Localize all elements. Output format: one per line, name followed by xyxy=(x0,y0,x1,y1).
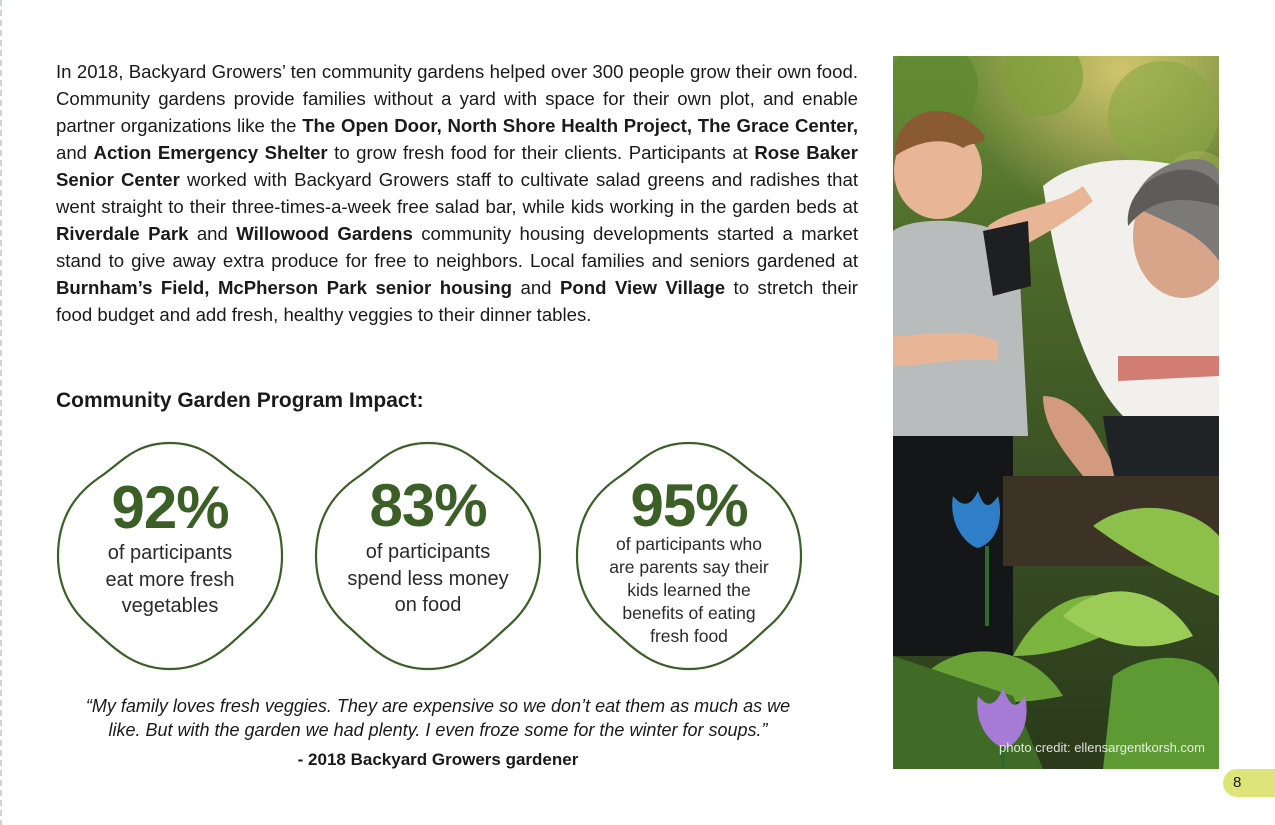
garden-photo xyxy=(893,56,1219,769)
stat-badge-eat-more-vegetables xyxy=(55,440,285,672)
impact-heading: Community Garden Program Impact: xyxy=(56,389,424,412)
stat-description xyxy=(592,533,786,648)
stat-line: vegetables xyxy=(121,595,219,617)
body-text: to stretch their food budget and add fresh, healthy veggies to their dinner tables. xyxy=(56,277,858,325)
site-names: Burnham’s Field, McPherson Park senior housing xyxy=(56,277,513,298)
stat-line: spend less money xyxy=(347,567,509,590)
stat-badge-kids-learned xyxy=(574,440,804,672)
testimonial-quote xyxy=(56,694,820,742)
stat-line: fresh food xyxy=(650,626,728,646)
quote-line: “My family loves fresh veggies. They are expensive so we don’t eat them as much as we xyxy=(85,696,791,716)
stat-value: 83% xyxy=(369,472,487,539)
stat-line: of participants xyxy=(365,541,491,563)
body-text: worked with Backyard Growers staff to cultivate salad greens and radishes that went straight to their three-times-a-week free salad bar, while kids working in the garden beds at xyxy=(56,169,858,217)
partner-names: The Open Door, North Shore Health Project, The Grace Center, xyxy=(302,115,858,136)
quote-attribution: - 2018 Backyard Growers gardener xyxy=(297,750,579,769)
body-paragraph xyxy=(56,58,858,328)
garden-photo-image xyxy=(893,56,1219,769)
site-name: Pond View Village xyxy=(560,277,726,298)
stat-line: are parents say their xyxy=(609,557,769,577)
site-name: Riverdale Park xyxy=(56,223,189,244)
body-text: community housing developments started a market stand to give away extra produce for free to neighbors. Local families and seniors gardened at xyxy=(56,223,859,271)
partner-name: Rose Baker Senior Center xyxy=(56,142,858,190)
body-text: and xyxy=(512,277,560,298)
page-number: 8 xyxy=(1223,769,1275,797)
stat-line: eat more fresh xyxy=(105,568,235,591)
stat-line: of participants xyxy=(107,542,233,564)
stat-line: kids learned the xyxy=(627,580,751,600)
page-edge-rule xyxy=(0,0,2,825)
site-name: Willowood Gardens xyxy=(236,223,413,244)
body-text: to grow fresh food for their clients. Participants at xyxy=(327,142,755,163)
partner-name: Action Emergency Shelter xyxy=(93,142,328,163)
stat-line: of participants who xyxy=(616,534,762,554)
body-text: and xyxy=(56,142,94,163)
stat-line: on food xyxy=(394,594,462,616)
stat-line: benefits of eating xyxy=(622,603,756,623)
body-text: In 2018, Backyard Growers’ ten community gardens helped over 300 people grow their own food. Community gardens provide families without a yard with space for their own plot, and enable partner organizations like the xyxy=(56,61,858,136)
stat-value: 95% xyxy=(630,472,748,539)
stat-value: 92% xyxy=(111,474,229,541)
stat-badge-spend-less xyxy=(313,440,543,672)
stat-description xyxy=(73,540,267,620)
quote-line: like. But with the garden we had plenty. I even froze some for the winter for soups.” xyxy=(108,720,768,740)
stat-description xyxy=(331,539,525,619)
body-text: and xyxy=(188,223,237,244)
photo-credit: photo credit: ellensargentkorsh.com xyxy=(999,740,1205,755)
